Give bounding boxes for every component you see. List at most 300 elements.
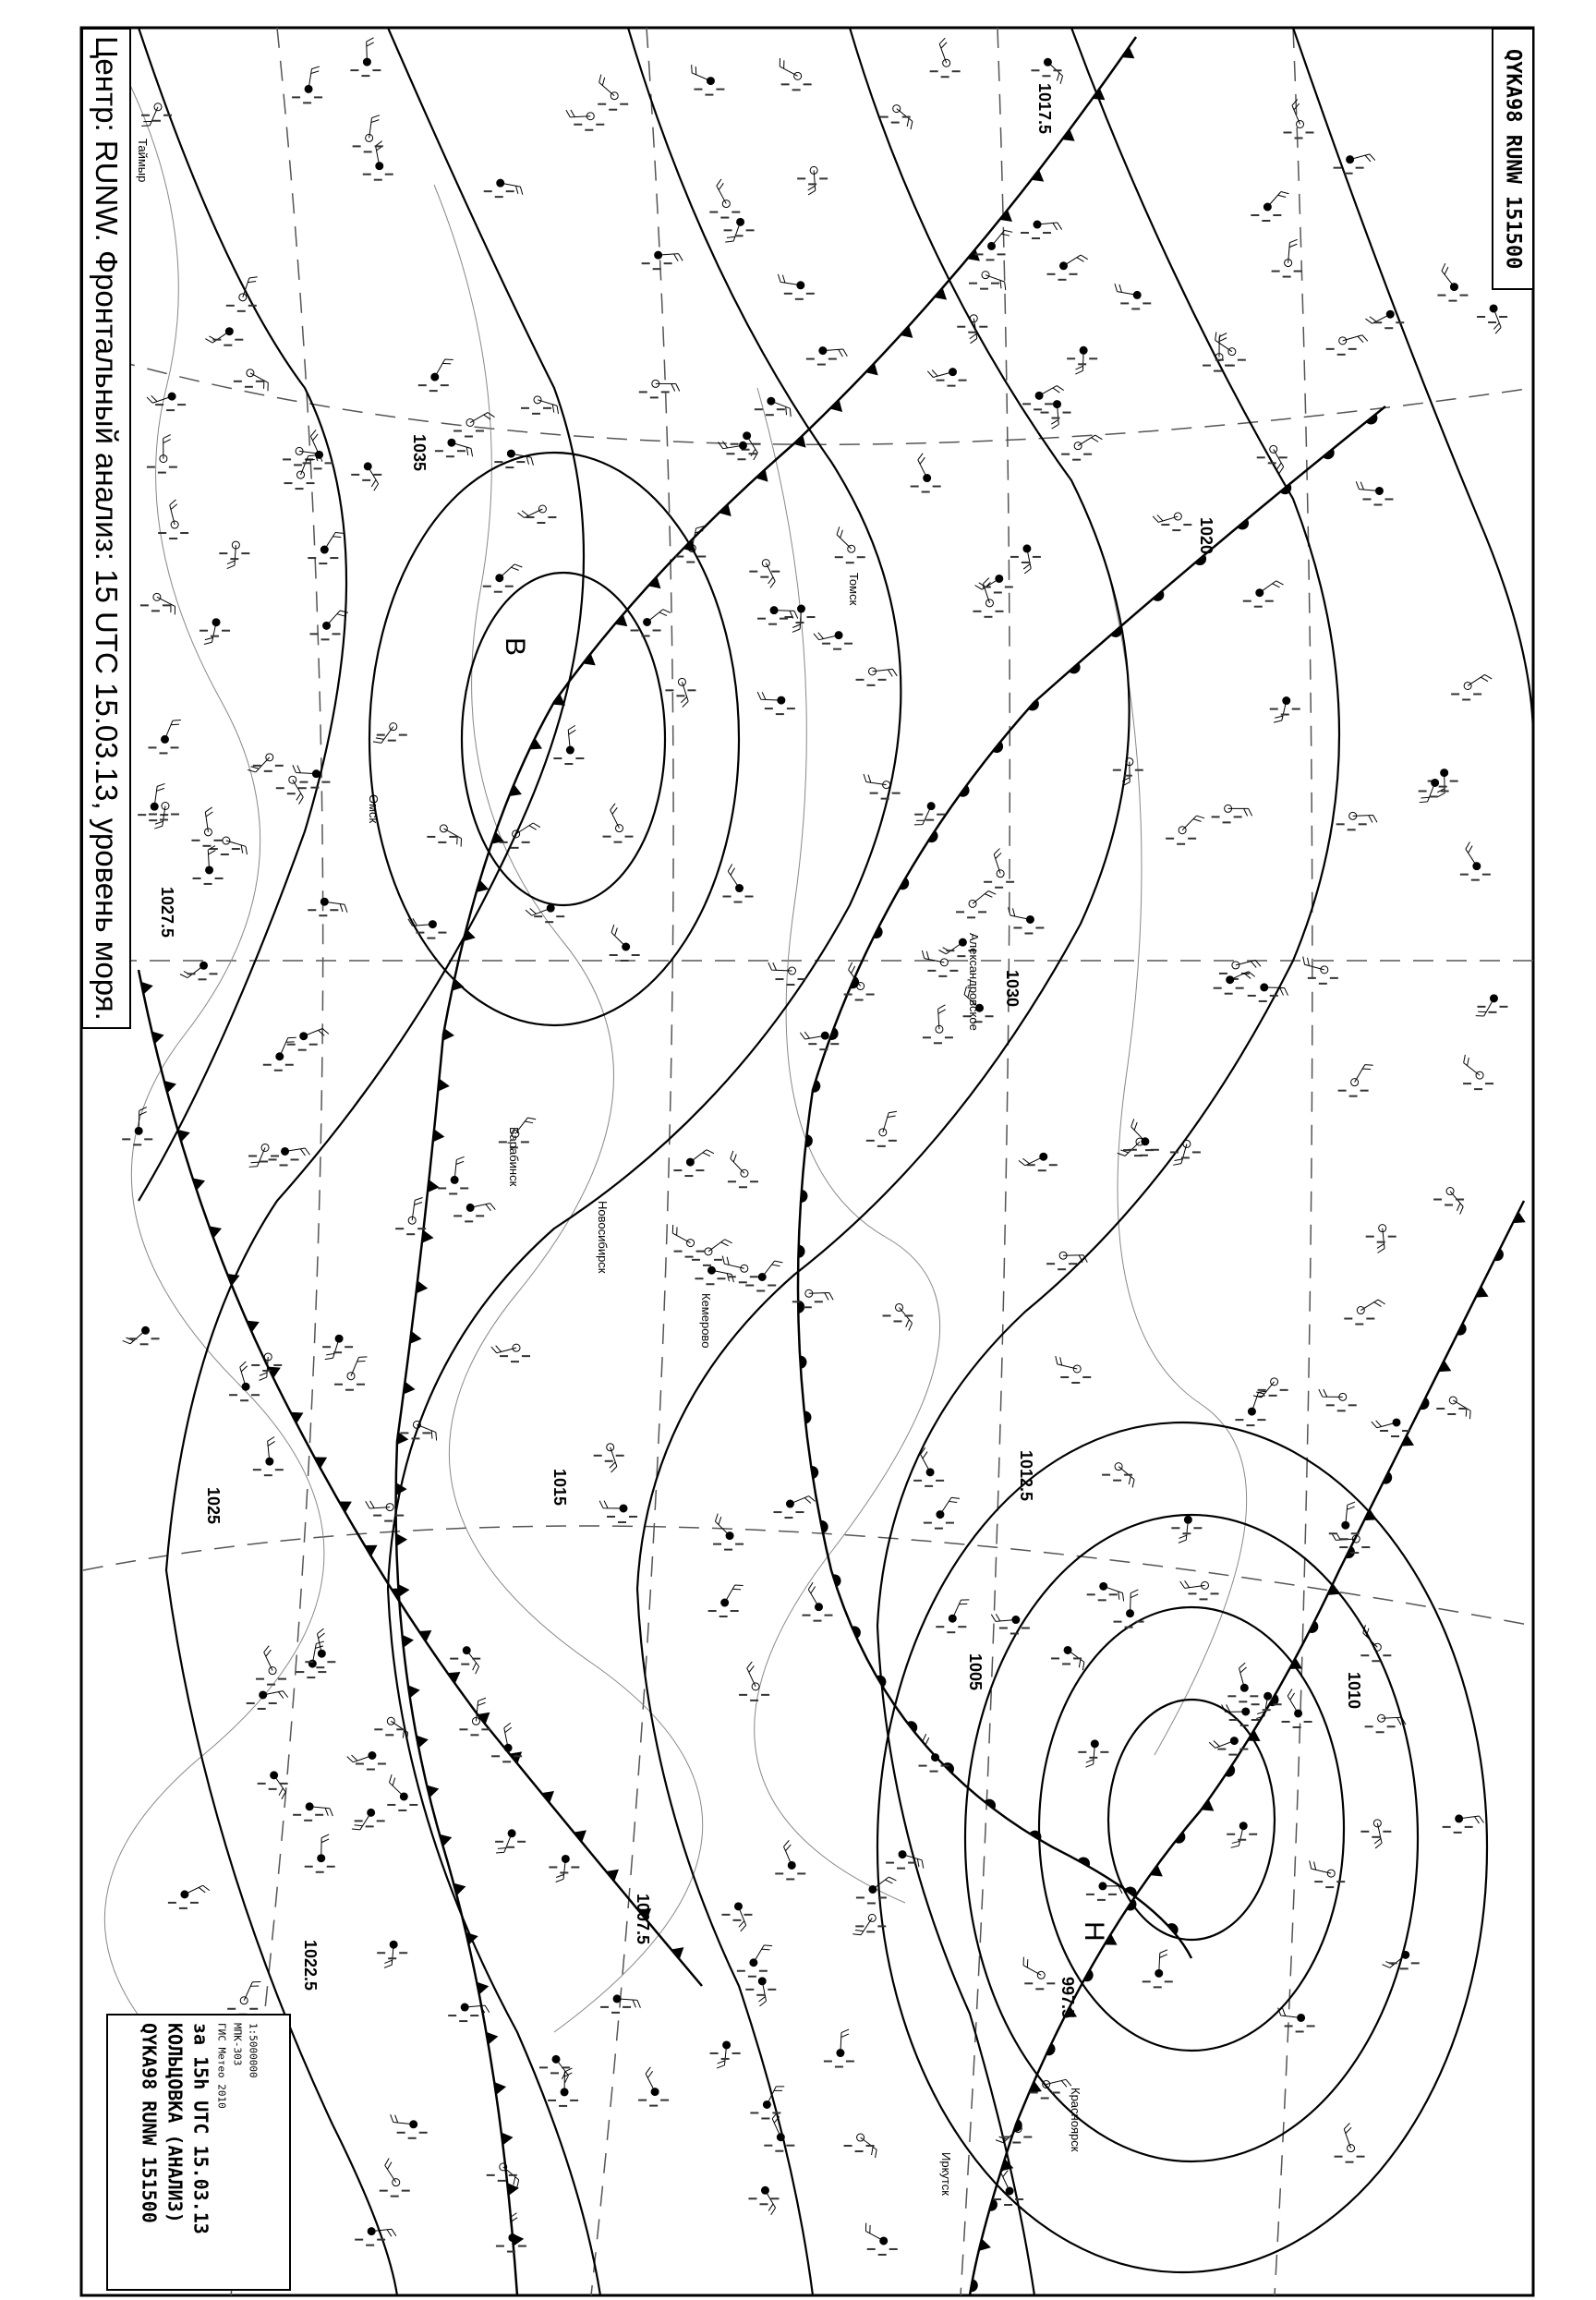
station-glyph — [345, 1346, 353, 1348]
station-glyph — [1062, 1663, 1070, 1664]
station-glyph — [1035, 926, 1044, 928]
front-triangle — [209, 1222, 224, 1238]
station-glyph — [372, 69, 381, 71]
station-glyph — [772, 2112, 780, 2113]
station-glyph — [1165, 1980, 1173, 1982]
station-plot — [1087, 1582, 1127, 1601]
station-glyph — [1274, 1703, 1282, 1705]
station-glyph — [866, 1140, 875, 1142]
station-glyph — [846, 2061, 854, 2063]
station-glyph — [1326, 348, 1335, 350]
station-glyph — [314, 96, 322, 98]
station-plot — [642, 251, 683, 270]
station-glyph — [361, 75, 369, 77]
wind-barb — [369, 115, 380, 139]
station-glyph — [495, 1841, 503, 1843]
station-plot — [322, 1335, 353, 1362]
station-plot — [721, 1903, 752, 1931]
station-glyph — [470, 1734, 478, 1736]
station-plot — [248, 1144, 279, 1169]
station-glyph — [537, 522, 545, 524]
station-glyph — [755, 408, 763, 410]
wind-barb — [937, 1005, 947, 1029]
wind-barb — [243, 274, 258, 299]
station-plot — [355, 2228, 396, 2246]
station-glyph — [345, 1389, 354, 1391]
isobar-ring — [1039, 1607, 1344, 2051]
station-glyph — [686, 561, 695, 563]
station-plot — [427, 825, 465, 847]
station-plot — [886, 1851, 925, 1870]
front-triangle — [438, 1079, 450, 1093]
station-glyph — [1170, 1151, 1179, 1153]
station-glyph — [967, 916, 975, 918]
station-glyph — [509, 2174, 517, 2176]
station-glyph — [734, 902, 743, 903]
front-triangle — [1150, 1865, 1167, 1882]
station-glyph — [913, 1480, 922, 1482]
station-glyph — [159, 752, 167, 754]
station-glyph — [995, 611, 1003, 612]
station-glyph — [673, 1169, 682, 1171]
station-glyph — [275, 1469, 284, 1471]
station-glyph — [353, 145, 361, 147]
station-plot — [723, 864, 754, 902]
station-plot — [1270, 697, 1300, 724]
station-plot — [438, 1156, 468, 1195]
station-glyph — [1151, 1149, 1159, 1151]
station-glyph — [674, 1251, 683, 1253]
wind-barb — [244, 1979, 260, 2003]
station-glyph — [291, 1158, 299, 1160]
station-plot — [599, 1501, 637, 1523]
station-glyph — [411, 1437, 419, 1439]
place-name: Таймыр — [136, 139, 150, 183]
station-glyph — [1236, 987, 1244, 989]
station-glyph — [1082, 1376, 1091, 1378]
station-plot — [1336, 812, 1377, 830]
station-glyph — [470, 2015, 478, 2016]
station-glyph — [476, 1215, 484, 1217]
front-triangle — [1062, 129, 1079, 146]
station-glyph — [122, 1138, 130, 1140]
station-glyph — [625, 836, 634, 838]
station-glyph — [316, 1666, 324, 1668]
station-glyph — [975, 253, 984, 255]
station-plot — [1251, 188, 1288, 222]
station-glyph — [574, 124, 582, 126]
station-plot — [824, 2029, 854, 2068]
front-triangle — [416, 1280, 429, 1294]
station-glyph — [373, 474, 381, 476]
station-glyph — [385, 1734, 393, 1736]
station-glyph — [867, 684, 876, 686]
front-triangle — [615, 614, 632, 631]
wind-barb — [123, 1325, 146, 1346]
station-glyph — [200, 630, 208, 632]
station-glyph — [1482, 874, 1491, 876]
station-glyph — [726, 453, 734, 454]
station-glyph — [258, 1783, 266, 1785]
station-glyph — [787, 708, 795, 709]
station-plot — [594, 1444, 624, 1472]
station-glyph — [998, 253, 1006, 255]
station-glyph — [728, 1276, 736, 1277]
station-glyph — [792, 1301, 801, 1302]
station-glyph — [1356, 167, 1364, 169]
front-semicircle — [798, 1245, 804, 1258]
station-glyph — [498, 2180, 506, 2182]
station-plot — [1209, 1734, 1248, 1755]
station-glyph — [511, 1361, 519, 1362]
station-glyph — [1087, 1593, 1095, 1595]
station-glyph — [721, 2058, 730, 2060]
station-glyph — [202, 845, 211, 847]
station-glyph — [330, 557, 338, 559]
station-plot — [418, 357, 453, 393]
station-glyph — [1033, 556, 1041, 558]
station-glyph — [1032, 237, 1040, 239]
station-plot — [1067, 346, 1097, 374]
station-glyph — [1437, 295, 1445, 297]
station-glyph — [483, 586, 491, 587]
front-triangle — [541, 1786, 558, 1803]
station-glyph — [438, 1187, 446, 1189]
station-plot — [883, 1303, 915, 1330]
wind-barb — [465, 2005, 490, 2015]
station-glyph — [187, 973, 196, 974]
station-plot — [140, 593, 178, 614]
station-glyph — [1013, 926, 1022, 928]
station-plot — [1436, 1397, 1473, 1419]
station-glyph — [484, 190, 492, 192]
station-glyph — [1143, 1980, 1151, 1982]
station-glyph — [866, 1931, 875, 1932]
station-glyph — [1135, 769, 1143, 771]
wind-barb — [224, 841, 249, 854]
station-glyph — [248, 1155, 257, 1156]
station-glyph — [511, 847, 519, 849]
station-glyph — [1069, 273, 1077, 275]
station-glyph — [941, 76, 949, 78]
front-triangle — [529, 738, 545, 755]
front-triangle — [999, 210, 1016, 226]
station-glyph — [703, 1265, 711, 1266]
station-glyph — [984, 881, 992, 883]
wind-barb — [1355, 1061, 1373, 1085]
station-glyph — [1285, 2025, 1293, 2027]
place-name: Кемерово — [699, 1293, 713, 1349]
station-glyph — [1430, 795, 1438, 797]
station-plot — [229, 1362, 260, 1401]
station-plot — [737, 1942, 772, 1977]
station-glyph — [241, 552, 249, 554]
wind-barb — [249, 1144, 266, 1169]
wind-barb — [745, 1662, 762, 1687]
wind-barb — [1468, 672, 1492, 692]
station-plot — [1272, 239, 1302, 278]
station-glyph — [211, 636, 219, 637]
station-glyph — [770, 2197, 779, 2199]
station-glyph — [395, 1228, 404, 1229]
station-glyph — [1281, 714, 1289, 716]
isobar — [637, 28, 1130, 2295]
station-glyph — [1052, 2091, 1060, 2093]
station-glyph — [1113, 769, 1121, 771]
station-glyph — [684, 1175, 693, 1177]
front-triangle — [1401, 1434, 1417, 1451]
station-glyph — [941, 1765, 949, 1767]
station-glyph — [226, 305, 235, 307]
station-glyph — [1089, 357, 1097, 359]
chart-code: QYKA98 RUNW 151500 — [1501, 48, 1525, 270]
station-glyph — [923, 1036, 931, 1038]
front-triangle — [865, 363, 882, 380]
station-glyph — [1360, 1831, 1369, 1833]
station-glyph — [248, 305, 257, 307]
station-glyph — [251, 1364, 260, 1366]
station-glyph — [1034, 408, 1042, 410]
station-glyph — [835, 2066, 843, 2068]
station-glyph — [446, 455, 454, 457]
legend-scale: 1:5000000 — [247, 2023, 260, 2078]
legend-projection: МПК-303 — [231, 2023, 244, 2066]
station-glyph — [374, 179, 382, 181]
wind-barb — [806, 170, 816, 195]
front-triangle — [967, 249, 984, 266]
station-glyph — [264, 1474, 272, 1476]
station-glyph — [166, 409, 175, 411]
station-glyph — [766, 414, 774, 416]
station-glyph — [1035, 1988, 1044, 1990]
station-glyph — [539, 2066, 548, 2068]
station-glyph — [256, 1678, 264, 1680]
station-glyph — [1336, 1881, 1345, 1882]
station-glyph — [1280, 1389, 1288, 1391]
station-glyph — [1214, 370, 1222, 372]
station-glyph — [1212, 816, 1220, 817]
station-glyph — [453, 430, 462, 432]
station-glyph — [309, 1044, 318, 1046]
station-plot — [390, 2114, 428, 2139]
station-glyph — [321, 781, 330, 783]
station-plot — [123, 1325, 160, 1346]
station-glyph — [1246, 1424, 1254, 1426]
station-plot — [395, 1196, 426, 1235]
station-glyph — [1072, 459, 1081, 461]
station-glyph — [744, 1914, 752, 1916]
station-glyph — [245, 386, 253, 388]
station-plot — [180, 960, 218, 980]
station-glyph — [1269, 1395, 1277, 1397]
station-plot — [352, 1809, 385, 1833]
station-glyph — [234, 381, 242, 382]
station-glyph — [891, 122, 900, 124]
station-plot — [292, 765, 330, 788]
front-triangle — [719, 504, 735, 521]
station-plot — [521, 396, 561, 415]
station-glyph — [377, 734, 385, 736]
wind-barb — [991, 1613, 1016, 1622]
station-glyph — [450, 1658, 458, 1660]
station-glyph — [459, 1728, 467, 1730]
station-glyph — [1022, 403, 1031, 405]
station-glyph — [880, 116, 889, 118]
station-glyph — [660, 2100, 669, 2101]
station-plot — [147, 435, 177, 474]
station-glyph — [1465, 1826, 1473, 1828]
station-glyph — [380, 2190, 388, 2192]
station-glyph — [886, 1862, 894, 1864]
station-plot — [377, 1941, 407, 1968]
front-triangle — [365, 1540, 381, 1556]
front-triangle — [494, 2080, 507, 2095]
station-glyph — [417, 1228, 426, 1229]
wind-barb — [975, 573, 999, 592]
station-glyph — [168, 1902, 176, 1904]
wind-barb — [893, 1307, 914, 1330]
station-glyph — [305, 1661, 313, 1663]
station-glyph — [1458, 1408, 1467, 1410]
wind-barb — [366, 1500, 390, 1509]
front-triangle — [583, 653, 599, 670]
place-name: Красноярск — [1069, 2088, 1082, 2152]
station-glyph — [1365, 1725, 1373, 1727]
station-glyph — [748, 2197, 756, 2199]
station-glyph — [1046, 1982, 1055, 1984]
wind-barb — [920, 1734, 940, 1757]
station-glyph — [938, 975, 947, 977]
station-glyph — [1052, 418, 1060, 419]
station-glyph — [1024, 932, 1033, 934]
legend-software: ГИС Метео 2010 — [215, 2023, 228, 2109]
station-glyph — [1109, 1593, 1118, 1595]
station-glyph — [275, 765, 284, 767]
station-glyph — [1362, 498, 1371, 500]
wind-barb — [782, 1840, 799, 1865]
station-glyph — [611, 2012, 620, 2014]
station-glyph — [494, 591, 502, 593]
station-glyph — [824, 1615, 832, 1616]
front-triangle — [934, 287, 950, 304]
station-glyph — [808, 1043, 816, 1045]
wind-barb — [180, 960, 204, 980]
station-glyph — [521, 407, 529, 409]
station-glyph — [846, 562, 854, 563]
station-glyph — [284, 482, 293, 484]
station-glyph — [1377, 1241, 1385, 1243]
station-plot — [724, 218, 755, 244]
station-glyph — [889, 1140, 897, 1142]
station-glyph — [193, 878, 201, 879]
station-glyph — [665, 689, 673, 691]
station-glyph — [171, 813, 179, 815]
station-glyph — [1292, 708, 1300, 710]
station-glyph — [387, 1804, 395, 1806]
station-glyph — [267, 1684, 275, 1686]
station-glyph — [685, 1256, 694, 1258]
station-glyph — [334, 1384, 343, 1386]
station-glyph — [695, 1169, 704, 1171]
station-plot — [749, 560, 780, 588]
station-glyph — [522, 1355, 530, 1357]
station-glyph — [1259, 1000, 1267, 1002]
station-glyph — [877, 1145, 886, 1147]
station-glyph — [1243, 600, 1251, 602]
station-glyph — [283, 458, 291, 460]
station-glyph — [276, 787, 284, 789]
station-glyph — [374, 1728, 382, 1730]
front-triangle — [247, 1316, 262, 1333]
station-glyph — [911, 486, 919, 488]
station-glyph — [1061, 454, 1070, 455]
station-glyph — [1203, 365, 1211, 367]
station-glyph — [310, 787, 319, 789]
isobar-label: 1022.5 — [301, 1940, 320, 1991]
station-glyph — [253, 765, 261, 767]
wind-barb — [461, 1651, 481, 1675]
station-glyph — [1124, 1474, 1132, 1476]
station-glyph — [808, 183, 816, 185]
station-glyph — [745, 1285, 754, 1287]
station-glyph — [163, 115, 172, 116]
station-glyph — [377, 1952, 385, 1954]
station-plot — [1129, 1119, 1159, 1156]
station-glyph — [1282, 1721, 1290, 1723]
station-glyph — [937, 380, 945, 381]
front-semicircle — [804, 1410, 812, 1424]
station-glyph — [534, 915, 542, 917]
place-name: Александровское — [967, 933, 981, 1031]
station-plot — [148, 717, 180, 754]
high-center-label: В — [500, 637, 530, 657]
station-glyph — [321, 638, 330, 640]
station-glyph — [274, 1070, 283, 1071]
station-glyph — [1211, 1592, 1219, 1594]
station-glyph — [731, 443, 739, 445]
place-name: Иркутск — [939, 2152, 953, 2196]
station-glyph — [1046, 273, 1055, 275]
station-glyph — [994, 591, 1002, 593]
station-glyph — [494, 461, 502, 463]
wind-barb — [732, 1907, 747, 1931]
station-glyph — [1089, 1757, 1097, 1759]
isobars — [139, 28, 1533, 2295]
station-glyph — [1273, 214, 1281, 216]
station-glyph — [585, 129, 593, 131]
station-glyph — [856, 679, 864, 681]
station-glyph — [616, 1455, 624, 1457]
station-glyph — [308, 557, 316, 559]
wind-barb — [1260, 579, 1284, 599]
place-name: Новосибирск — [596, 1201, 610, 1274]
station-glyph — [506, 1846, 514, 1848]
station-glyph — [367, 1768, 375, 1770]
front-triangle — [442, 1028, 454, 1042]
station-glyph — [757, 618, 766, 620]
front-triangle — [1029, 2081, 1045, 2098]
front-triangle — [574, 1825, 590, 1842]
station-plot — [1257, 445, 1288, 474]
station-glyph — [867, 1902, 876, 1904]
station-glyph — [1330, 977, 1338, 979]
station-plot — [539, 2055, 571, 2082]
station-plot — [253, 1436, 284, 1476]
station-glyph — [768, 1285, 776, 1287]
station-glyph — [505, 466, 514, 468]
station-glyph — [1024, 1982, 1033, 1984]
station-plot — [168, 1883, 210, 1908]
